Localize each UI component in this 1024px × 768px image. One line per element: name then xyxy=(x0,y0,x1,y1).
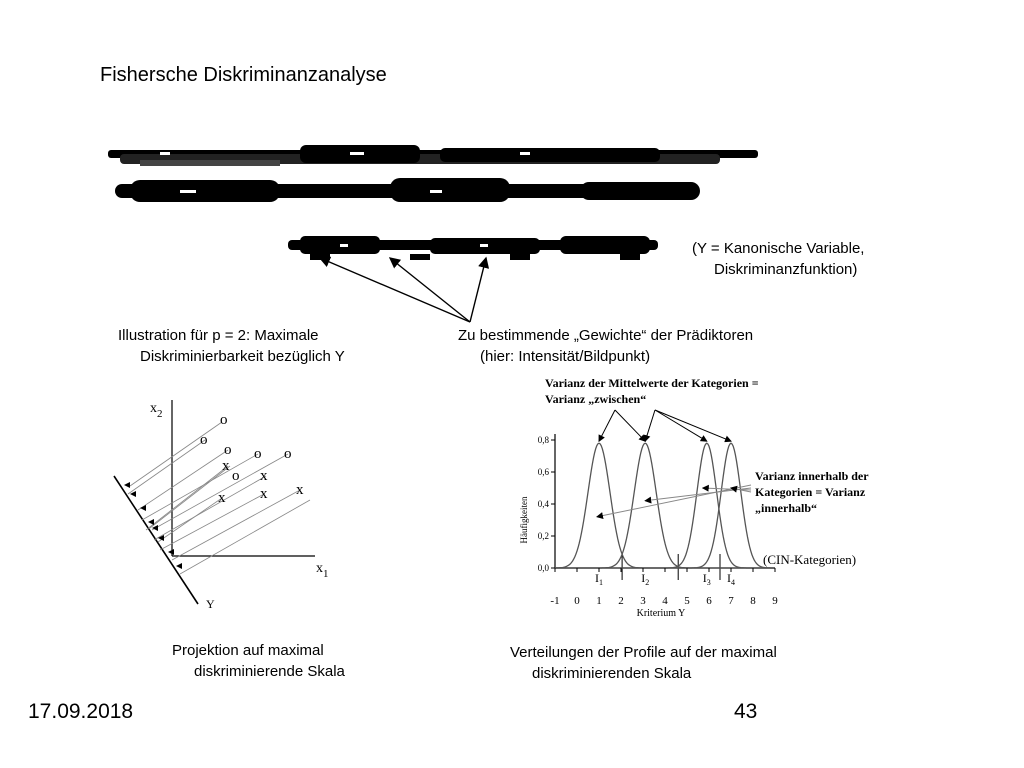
illustration-note-line1: Illustration für p = 2: Maximale xyxy=(118,327,319,344)
o-marker: o xyxy=(220,412,228,428)
x-tick-label: 9 xyxy=(772,595,778,607)
distribution-caption xyxy=(510,642,777,684)
o-marker: o xyxy=(200,432,208,448)
arrow-to-weight-2 xyxy=(390,258,470,322)
x-tick-label: 0 xyxy=(574,595,580,607)
weights-note-line2: (hier: Intensität/Bildpunkt) xyxy=(480,348,651,365)
arrow-to-weight-1 xyxy=(320,258,470,322)
arrow-to-weight-3 xyxy=(470,258,486,322)
chart-xlabel: Kriterium Y xyxy=(636,608,686,619)
slide-title: Fishersche Diskriminanzanalyse xyxy=(100,64,387,86)
o-marker: o xyxy=(284,446,292,462)
x-marker: x xyxy=(218,490,226,506)
between-arrow-2 xyxy=(615,410,645,441)
x1-label: $x_1$ xyxy=(316,561,329,580)
within-variance-line1: Varianz innerhalb der xyxy=(755,469,869,483)
between-arrow-3 xyxy=(645,410,655,441)
within-arrow-2 xyxy=(645,488,751,501)
between-variance-line1: Varianz der Mittelwerte der Kategorien = xyxy=(545,376,759,390)
canonical-note-line2: Diskriminanzfunktion) xyxy=(714,261,858,278)
between-arrow-4 xyxy=(655,410,707,441)
y-tick-label: 0,4 xyxy=(537,499,549,509)
o-marker: o xyxy=(254,446,262,462)
x-tick-label: 7 xyxy=(728,595,734,607)
distribution-caption-line2: diskriminierenden Skala xyxy=(532,665,692,682)
x-tick-label: 8 xyxy=(750,595,756,607)
x-tick-label: 4 xyxy=(662,595,668,607)
between-variance-line2: Varianz „zwischen“ xyxy=(545,392,647,406)
x-marker: x xyxy=(222,458,230,474)
x-marker: x xyxy=(260,468,268,484)
o-marker: o xyxy=(224,442,232,458)
category-label-3: $I_3$ xyxy=(702,571,711,587)
x-tick-label: -1 xyxy=(550,595,560,607)
canonical-note-line1: (Y = Kanonische Variable, xyxy=(692,240,865,257)
illustration-note-line2: Diskriminierbarkeit bezüglich Y xyxy=(140,348,345,365)
x-tick-label: 3 xyxy=(640,595,646,607)
x-tick-label: 1 xyxy=(596,595,602,607)
between-arrow-5 xyxy=(655,410,731,441)
y-axis-label: Y xyxy=(206,597,215,611)
distribution-curve-3 xyxy=(555,443,775,568)
x-tick-label: 2 xyxy=(618,595,624,607)
y-tick-label: 0,6 xyxy=(537,467,549,477)
x-tick-label: 5 xyxy=(684,595,690,607)
within-variance-line3: „innerhalb“ xyxy=(755,501,818,515)
distribution-chart xyxy=(505,370,895,620)
slide-date: 17.09.2018 xyxy=(28,700,134,723)
y-tick-label: 0,8 xyxy=(537,435,549,445)
x-marker: x xyxy=(260,486,268,502)
category-label-2: $I_2$ xyxy=(641,571,650,587)
page-number: 43 xyxy=(734,700,758,723)
y-tick-label: 0,2 xyxy=(537,531,549,541)
category-label-4: $I_4$ xyxy=(727,571,735,587)
within-arrow-1 xyxy=(597,485,751,517)
category-label-1: $I_1$ xyxy=(595,571,603,587)
between-arrow-1 xyxy=(599,410,615,441)
chart-legend: (CIN-Kategorien) xyxy=(763,552,857,567)
within-variance-line2: Kategorien = Varianz xyxy=(755,485,866,499)
projection-caption xyxy=(172,640,345,682)
x-tick-label: 6 xyxy=(706,595,712,607)
projection-caption-line2: diskriminierende Skala xyxy=(194,663,345,680)
distribution-curve-4 xyxy=(555,443,775,568)
distribution-curve-1 xyxy=(555,443,775,568)
x2-label: $x_2$ xyxy=(150,401,163,420)
distribution-caption-line1: Verteilungen der Profile auf der maximal xyxy=(510,644,777,661)
projection-caption-line1: Projektion auf maximal xyxy=(172,642,324,659)
o-marker: o xyxy=(232,468,240,484)
chart-ylabel: Häufigkeiten xyxy=(519,496,529,544)
weights-note-line1: Zu bestimmende „Gewichte“ der Prädiktoren xyxy=(458,327,754,344)
x-marker: x xyxy=(296,482,304,498)
distribution-curve-2 xyxy=(555,443,775,568)
projection-figure xyxy=(110,390,350,620)
y-tick-label: 0,0 xyxy=(537,563,549,573)
